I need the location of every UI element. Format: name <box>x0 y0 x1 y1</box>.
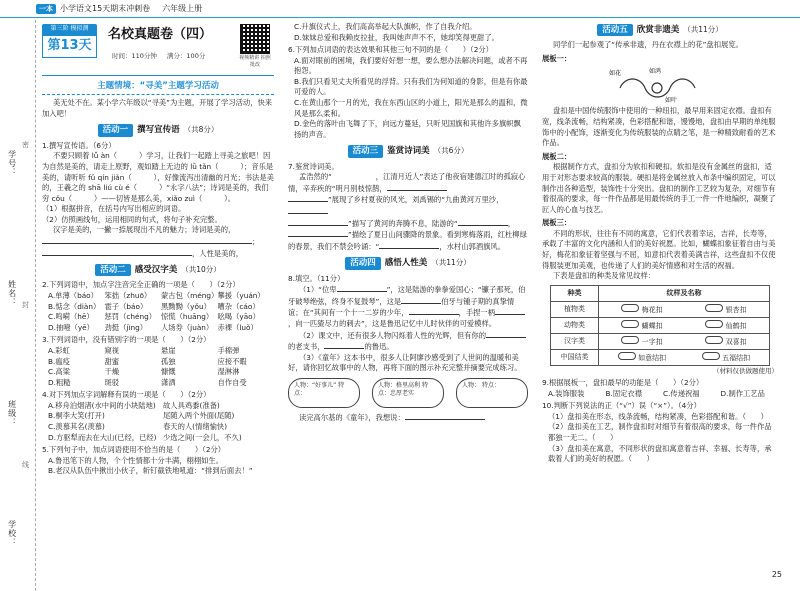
day-stage: 第三阶 模拟测 <box>42 24 97 35</box>
activity-tag: 活动三 <box>348 145 384 157</box>
exhibit-2-text: 根据制作方式，盘扣分为软扣和硬扣。软扣是没有金属丝的盘扣，适用于对形态要求较高的服装。硬扣是将金属丝放入布条中编织固定，可以制作出各种造型，装饰性十分突出。盘扣的制作工艺较为复杂，对细节有着很高的要求，每一件作品都是用最传统的手工一件一件地编织，凝聚了匠人的心血与技艺。 <box>542 162 776 214</box>
exam-time: 时间：110分钟 <box>112 52 157 60</box>
question-7: 7.鉴赏诗词美。 <box>288 161 339 171</box>
activity-title: 欣赏非遗美 <box>636 25 680 35</box>
table-row: 中国结类 如意结扣 五福结扣 <box>551 349 770 365</box>
activity-tag: 活动一 <box>98 124 134 136</box>
column-3 <box>542 22 778 465</box>
divider <box>42 94 274 95</box>
exhibit-1-title: 展板一： <box>542 53 572 63</box>
activity-title: 感受汉字美 <box>134 265 178 276</box>
activity-title: 感悟人性美 <box>384 258 428 269</box>
q1-answer-line[interactable]: ，人性是美的， <box>42 248 274 260</box>
knot-icon <box>705 304 723 312</box>
exhibit-1-text: 盘扣是中国传统服饰中使用的一种纽扣，最早用来固定衣襟。盘扣有宽，线条流畅，结构紧凑，色彩搭配和谐，馒馒地，盘扣由早期的单纯服饰中的小配饰，逐渐变化为传统服装的点睛之笔，是一种精致耐看的艺术作品。 <box>542 106 776 148</box>
q7-text: ”展现了乡村夏夜的风光，刘禹锡的“九曲黄河万里沙， <box>288 194 528 217</box>
knot-label: 如鸿 <box>649 68 662 76</box>
q1-passage: 不要只顾着 lǚ àn（ ）学习，让我们一起踏上寻美之旅吧！因为自然是美的，请走上原野，观如踏上无边的 lǜ tǎn（ ）；音乐是美的，请听听 fǔ qín jiǎn（ ），好像流泻出清幽的月光；书法是美的，王羲之的 shā liú cù é（ ）“永字八法”；诗词是美的，我们穷 cǒu（ ）——切皆是那么美，xiǎo zuì（ ）。 <box>42 151 274 203</box>
activity-score: （共11分） <box>431 258 471 268</box>
activity-2-heading <box>42 264 274 276</box>
activity-4-heading <box>288 257 528 269</box>
activity-score: （共11分） <box>683 24 723 34</box>
knot-illustration <box>605 66 715 104</box>
activity-5-heading <box>542 24 778 36</box>
knot-label: 如叶 <box>665 97 678 105</box>
character-bubble: 人物：格里高利 特点：忠厚老实 <box>372 378 444 408</box>
exhibit-2-title: 展板二： <box>542 151 572 161</box>
activity-score: （共8分） <box>183 125 219 135</box>
q8-text: （2）课文中，还有很多人物闪烁着人性的光辉，但有你的的老支书， 的鲁迅。 <box>288 330 528 353</box>
seal-mark: 线 <box>22 461 29 469</box>
knot-icon <box>618 352 636 360</box>
q10-item: （3）盘扣美在寓意，不同形状的盘扣寓意着吉祥、幸福、长寿等，承载着人们的美好的祝愿。（ ） <box>548 443 772 464</box>
exhibit-3-title: 展板三： <box>542 218 572 228</box>
q6-option-d: D.金色的落叶由飞舞了下，向远方蔓延，只听见国旗和其他许多旗帜飘扬的声音。 <box>294 119 521 139</box>
activity-tag: 活动五 <box>597 24 633 36</box>
q7-text: ”描绘了夏日山间骤降的景象。看到寒梅落雨，红杜柳绿的春景，我们不禁会吟诵：“ ，水村山郭酒旗风。 <box>288 230 527 251</box>
knot-icon <box>705 336 723 344</box>
q1-sub-1: （1）根据拼音，在括号内写出相应的词语。 <box>42 204 186 214</box>
q1-sentence: 汉字是美的，一撇一捺展现出不凡的魅力；诗词是美的， <box>52 225 236 235</box>
knot-icon <box>702 352 720 360</box>
activity-title: 撰写宣传语 <box>137 125 180 136</box>
seal-mark: 封 <box>22 301 29 309</box>
q10-item: （2）盘扣美在工艺，制作盘扣时对细节有着很高的要求，每一件作品都独一无二。（ ） <box>548 422 772 443</box>
series-name: 小学语文15天期末冲刺卷 <box>60 4 151 13</box>
brand <box>36 3 202 15</box>
question-9: 9.根据展板一，盘扣最早的功能是（ ）（2分） <box>542 378 704 388</box>
q6-option-a: A.面对眼前的困境，我们要好好想一想，要么想办法解决问题，或者不再抱怨。 <box>294 55 528 76</box>
q4-options: A.移舟泊烟渚(水中间的小块陆地) 故人具鸡黍(准备) B.桐李大笑(打开) 尾随入两个外面(尾随) C.羡慕其名(羡慕) 春天的人(情绪愉快) D.方驱犁而去在大山(已经，已经) 少选之间(一会儿，不久) <box>48 400 242 442</box>
table-caption: 下表是盘扣的种类及常见纹样： <box>552 271 656 281</box>
activity-tag: 活动四 <box>345 257 381 269</box>
source-note: （材料仅供做题使用） <box>713 366 778 375</box>
act5-intro: 同学们一起参观了“传承非遗，丹在衣襟上的花”盘扣展览。 <box>552 40 743 50</box>
school-label: 学校： <box>7 520 17 547</box>
binding-margin <box>0 20 36 591</box>
q6-option-c: C.在黄山那个一月的光，我在东西山区的小道上，阳光是那么的温和，微风是那么柔和。 <box>294 98 528 118</box>
q3-options: A.彩虹 窥视 悬崖 手棉弹 B.瘟疫 甜蜜 孤独 应接不暇 C.高粱 干燥 慷慨 湿淋淋 D.粗糙 斑驳 潇洒 自作自受 <box>48 345 247 387</box>
q5-option-d: D.妹妹总爱和我赖皮拉扯，我叫她声声不不，她却笑得更甜了。 <box>294 32 499 42</box>
knot-label: 如花 <box>609 70 622 78</box>
q1-answer-line[interactable]: ； <box>42 236 274 248</box>
q7-text: ”描写了黄河的奔腾不息，陆游的“ ， <box>288 218 528 230</box>
q8-tail: 读完高尔基的《童年》，我想说： <box>288 412 528 424</box>
question-3: 3.下列词语中，没有错别字的一项是（ ）（2分） <box>42 335 211 345</box>
exam-header <box>42 22 274 76</box>
theme-title: 主题情境：“寻美”主题学习活动 <box>97 81 219 91</box>
name-label: 姓名： <box>7 280 17 307</box>
top-bar <box>0 0 800 18</box>
question-4: 4.对下列加点字词解释有误的一项是（ ）（2分） <box>42 390 211 400</box>
q5-option-b: B.老汉从队伍中揪出小伙子，斩钉截铁地吼道：“排到后面去！” <box>48 466 253 476</box>
table-row: 汉字类 一字扣 双喜扣 <box>551 333 770 349</box>
exhibit-3-text: 不同的形状，往往有不同的寓意，它们代表着幸运，吉祥，长寿等，承载了丰富的文化内涵和人们的美好祝愿。比如，蝴蝶扣象征着自由与美好，梅花扣象征着坚强与不屈，如意扣代表着美满吉祥，这些盘扣不仅使得服装更加美观，也传递了人们的美好情感和对生活的祝福。 <box>542 228 776 270</box>
knot-icon <box>705 320 723 328</box>
q5-option-a: A.鲁迅笔下的人物，个个性情都十分丰满，栩栩如生。 <box>48 455 224 465</box>
exam-score: 满分：100分 <box>166 52 206 60</box>
knot-types-table <box>550 285 770 366</box>
exam-title: 名校真题卷（四） <box>108 27 213 42</box>
knot-drawing <box>620 79 695 97</box>
brand-logo: 一本 <box>36 4 56 14</box>
q5-option-c: C.升旗仪式上，我们高高举起大队旗帜，作了自我介绍。 <box>294 22 477 31</box>
question-2: 2.下列词语中，加点字注音完全正确的一项是（ ）（2分） <box>42 280 240 290</box>
table-row: 动物类 蝴蝶扣 仙鹤扣 <box>551 317 770 333</box>
q1-sub-2: （2）仿照画线句，运用相同的句式，将句子补充完整。 <box>42 214 222 224</box>
table-header: 纹样及名称 <box>599 285 770 301</box>
column-2 <box>288 22 528 423</box>
activity-3-heading <box>288 145 528 157</box>
question-10: 10.判断下列说法的正（“√”）误（“×”）。（4分） <box>542 401 701 411</box>
question-5: 5.下列句子中，加点词语使用不恰当的是（ ）（2分） <box>42 445 226 455</box>
knot-drawing <box>652 83 662 93</box>
q10-item: （1）盘扣美在形态，线条流畅，结构紧凑，色彩搭配和谐。（ ） <box>548 411 768 421</box>
question-1: 1.撰写宣传语。（6分） <box>42 140 116 150</box>
question-8: 8.填空。（11分） <box>288 273 345 283</box>
qr-caption: 视频精讲 拍照批改 <box>239 55 271 68</box>
activity-title: 鉴赏诗词美 <box>387 146 430 157</box>
seal-mark: 密 <box>22 141 29 149</box>
class-label: 班级： <box>7 400 17 427</box>
table-row: 植物类 梅花扣 银杏扣 <box>551 301 770 317</box>
exam-meta <box>112 52 205 61</box>
activity-tag: 活动二 <box>95 264 131 276</box>
day-number: 第13天 <box>42 35 97 58</box>
knot-icon <box>621 304 639 312</box>
character-bubble[interactable]: 人物： 特点： <box>456 378 528 408</box>
q6-option-b: B.我们只看见丈夫所看见的浮背。只有我们为何知道的身影，但是有你最可爱的人。 <box>294 76 528 97</box>
activity-score: （共6分） <box>433 146 469 156</box>
grade-label: 六年级上册 <box>162 4 203 13</box>
q7-text: 孟浩然的“ ，江清月近人”表达了他夜宿建德江时的孤寂心情，辛弃疾的“明月别枝惊鹊， <box>288 172 526 193</box>
character-bubble[interactable]: 人物：“好事儿” 特点： <box>288 378 360 408</box>
q8-text: （3）《童年》这本书中，很多人让阿廖沙感受到了人世间的温暖和美好，请你回忆故事中的人物，再将下面的图示补充完整并摘要完成练习。 <box>288 352 522 373</box>
page-number: 25 <box>771 570 782 579</box>
question-6: 6.下列加点词语的表达效果和其他三句不同的是（ ）（2分） <box>288 45 493 55</box>
q2-options: A.单薄（báo） 笨拙（zhuō） 蒙古包（méng） 攀援（yuán） B.惦念（diàn） 雹子（báo） 黑黝黝（yǒu） 嘈杂（cáo） C.鸣嗬（hē） 惩罚（chéng） 惊慌（huāng） 吆喝（yāo） D.抽噎（yē） 劲挺（jìng） 人场券（juàn） 赤裸（luǒ） <box>48 291 265 332</box>
column-1 <box>42 22 274 477</box>
q9-options: A.装饰服装 B.固定衣襟 C.传递祝福 D.制作工艺品 <box>548 388 765 398</box>
intro-text: 美无处不在。某小学六年级以“寻美”为主题，开展了学习活动，快来加入吧！ <box>42 98 273 118</box>
student-id-label: 学号： <box>7 150 17 177</box>
activity-score: （共10分） <box>181 264 221 274</box>
day-badge <box>42 24 97 58</box>
qr-code-icon[interactable] <box>240 24 270 54</box>
activity-1-heading <box>42 124 274 136</box>
knot-icon <box>621 336 639 344</box>
knot-icon <box>621 320 639 328</box>
q8-text: （1）“位卑 ”，这是陆游的拳拳爱国心；“镰子那死，伯牙破琴绝弦，终身不复鼓琴”，这是 伯牙与锺子期的真挚情谊；在“其间有一个十一二岁的少年， ，手捏一柄，向一匹猹尽力的刺去”，这是鲁迅记忆中儿时伙伴的可爱模样。 <box>288 285 526 328</box>
character-diagram <box>288 378 528 408</box>
table-header: 种类 <box>551 285 599 301</box>
